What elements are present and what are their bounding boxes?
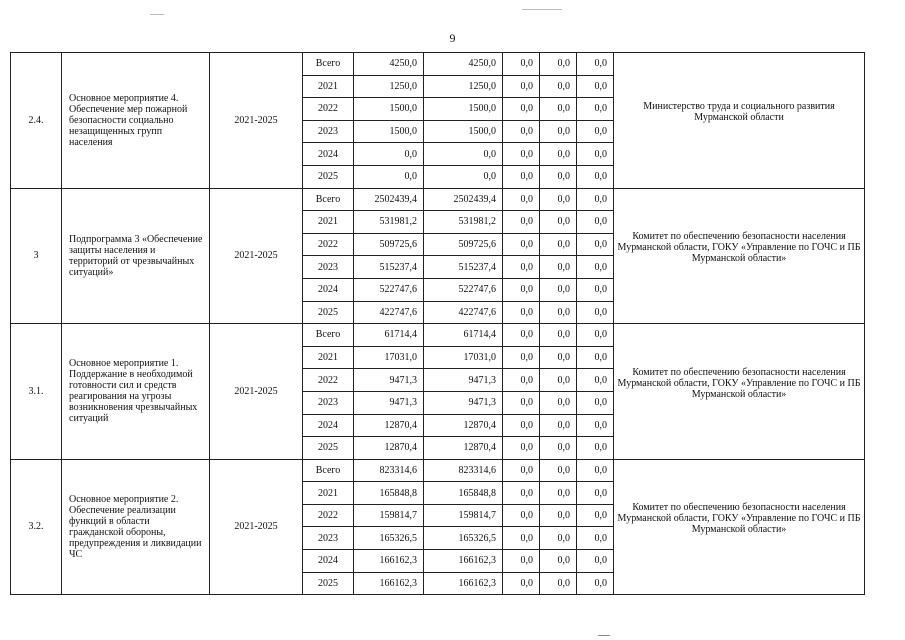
- value-cell: 0,0: [503, 165, 540, 188]
- value-cell: 0,0: [540, 391, 577, 414]
- value-cell: 0,0: [503, 120, 540, 143]
- year-cell: Всего: [303, 459, 354, 482]
- value-cell: 0,0: [540, 369, 577, 392]
- regional-budget-cell: 9471,3: [424, 369, 503, 392]
- total-cell: 61714,4: [354, 324, 424, 347]
- value-cell: 0,0: [503, 572, 540, 595]
- total-cell: 1500,0: [354, 120, 424, 143]
- value-cell: 0,0: [577, 324, 614, 347]
- scan-speck: [598, 635, 610, 636]
- regional-budget-cell: 166162,3: [424, 572, 503, 595]
- value-cell: 0,0: [540, 437, 577, 460]
- value-cell: 0,0: [577, 437, 614, 460]
- value-cell: 0,0: [503, 437, 540, 460]
- total-cell: 9471,3: [354, 369, 424, 392]
- year-cell: 2025: [303, 165, 354, 188]
- regional-budget-cell: 0,0: [424, 143, 503, 166]
- year-cell: 2023: [303, 256, 354, 279]
- total-cell: 823314,6: [354, 459, 424, 482]
- table-row: [11, 188, 865, 211]
- value-cell: 0,0: [577, 75, 614, 98]
- table-row: [11, 53, 865, 76]
- measure-name: Основное мероприятие 1. Поддержание в необходимой готовности сил и средств реагирования на угрозы возникновения чрезвычайных ситуаций: [62, 324, 210, 460]
- value-cell: 0,0: [503, 98, 540, 121]
- value-cell: 0,0: [577, 278, 614, 301]
- value-cell: 0,0: [503, 278, 540, 301]
- value-cell: 0,0: [503, 324, 540, 347]
- value-cell: 0,0: [503, 414, 540, 437]
- period: 2021-2025: [210, 188, 303, 324]
- total-cell: 515237,4: [354, 256, 424, 279]
- page-number: 9: [449, 31, 456, 45]
- value-cell: 0,0: [503, 211, 540, 234]
- period: 2021-2025: [210, 53, 303, 189]
- executor-text: Комитет по обеспечению безопасности населения Мурманской области, ГОКУ «Управление по ГОЧС и ПБ Мурманской области»: [617, 231, 861, 265]
- year-cell: 2023: [303, 527, 354, 550]
- year-cell: 2022: [303, 504, 354, 527]
- year-cell: 2024: [303, 550, 354, 573]
- value-cell: 0,0: [577, 53, 614, 76]
- value-cell: 0,0: [540, 414, 577, 437]
- value-cell: 0,0: [540, 482, 577, 505]
- value-cell: 0,0: [503, 75, 540, 98]
- measure-name: Подпрограмма 3 «Обеспечение защиты населения и территорий от чрезвычайных ситуаций»: [62, 188, 210, 324]
- value-cell: 0,0: [540, 256, 577, 279]
- value-cell: 0,0: [577, 459, 614, 482]
- regional-budget-cell: 61714,4: [424, 324, 503, 347]
- value-cell: 0,0: [577, 98, 614, 121]
- year-cell: Всего: [303, 53, 354, 76]
- value-cell: 0,0: [503, 482, 540, 505]
- regional-budget-cell: 509725,6: [424, 233, 503, 256]
- year-cell: 2022: [303, 369, 354, 392]
- year-cell: 2021: [303, 211, 354, 234]
- value-cell: 0,0: [503, 391, 540, 414]
- value-cell: 0,0: [503, 459, 540, 482]
- regional-budget-cell: 1500,0: [424, 98, 503, 121]
- value-cell: 0,0: [540, 75, 577, 98]
- value-cell: 0,0: [540, 301, 577, 324]
- regional-budget-cell: 9471,3: [424, 391, 503, 414]
- total-cell: 4250,0: [354, 53, 424, 76]
- section-number: 3.1.: [11, 324, 62, 460]
- total-cell: 531981,2: [354, 211, 424, 234]
- regional-budget-cell: 159814,7: [424, 504, 503, 527]
- regional-budget-cell: 165326,5: [424, 527, 503, 550]
- year-cell: 2024: [303, 414, 354, 437]
- value-cell: 0,0: [503, 256, 540, 279]
- section-number: 3.2.: [11, 459, 62, 595]
- value-cell: 0,0: [577, 188, 614, 211]
- regional-budget-cell: 422747,6: [424, 301, 503, 324]
- total-cell: 165848,8: [354, 482, 424, 505]
- year-cell: 2023: [303, 391, 354, 414]
- executor-text: Министерство труда и социального развития Мурманской области: [643, 101, 835, 124]
- value-cell: 0,0: [577, 301, 614, 324]
- value-cell: 0,0: [577, 482, 614, 505]
- executor-cell: [614, 53, 865, 189]
- value-cell: 0,0: [540, 550, 577, 573]
- regional-budget-cell: 4250,0: [424, 53, 503, 76]
- value-cell: 0,0: [503, 369, 540, 392]
- total-cell: 2502439,4: [354, 188, 424, 211]
- table-row: [11, 459, 865, 482]
- total-cell: 159814,7: [354, 504, 424, 527]
- regional-budget-cell: 12870,4: [424, 414, 503, 437]
- value-cell: 0,0: [540, 233, 577, 256]
- value-cell: 0,0: [577, 369, 614, 392]
- year-cell: 2021: [303, 346, 354, 369]
- executor-text: Комитет по обеспечению безопасности населения Мурманской области, ГОКУ «Управление по ГОЧС и ПБ Мурманской области»: [617, 366, 861, 400]
- regional-budget-cell: 166162,3: [424, 550, 503, 573]
- year-cell: 2021: [303, 482, 354, 505]
- year-cell: 2025: [303, 572, 354, 595]
- total-cell: 1250,0: [354, 75, 424, 98]
- total-cell: 509725,6: [354, 233, 424, 256]
- total-cell: 166162,3: [354, 572, 424, 595]
- value-cell: 0,0: [503, 301, 540, 324]
- value-cell: 0,0: [577, 527, 614, 550]
- total-cell: 422747,6: [354, 301, 424, 324]
- period: 2021-2025: [210, 324, 303, 460]
- executor-cell: [614, 188, 865, 324]
- measure-name: Основное мероприятие 2. Обеспечение реализации функций в области гражданской обороны, предупреждения и ликвидации ЧС: [62, 459, 210, 595]
- regional-budget-cell: 17031,0: [424, 346, 503, 369]
- executor-cell: [614, 324, 865, 460]
- total-cell: 1500,0: [354, 98, 424, 121]
- value-cell: 0,0: [503, 550, 540, 573]
- value-cell: 0,0: [503, 143, 540, 166]
- total-cell: 12870,4: [354, 414, 424, 437]
- value-cell: 0,0: [540, 278, 577, 301]
- value-cell: 0,0: [577, 256, 614, 279]
- year-cell: 2025: [303, 301, 354, 324]
- year-cell: 2025: [303, 437, 354, 460]
- value-cell: 0,0: [540, 572, 577, 595]
- value-cell: 0,0: [503, 527, 540, 550]
- table-body: [11, 53, 865, 595]
- year-cell: 2022: [303, 98, 354, 121]
- value-cell: 0,0: [540, 188, 577, 211]
- scan-speck: [150, 14, 164, 15]
- year-cell: Всего: [303, 188, 354, 211]
- measure-name: Основное мероприятие 4. Обеспечение мер пожарной безопасности социально незащищенных групп населения: [62, 53, 210, 189]
- regional-budget-cell: 2502439,4: [424, 188, 503, 211]
- scan-speck: [522, 9, 562, 10]
- total-cell: 12870,4: [354, 437, 424, 460]
- period: 2021-2025: [210, 459, 303, 595]
- value-cell: 0,0: [577, 414, 614, 437]
- value-cell: 0,0: [540, 143, 577, 166]
- section-number: 2.4.: [11, 53, 62, 189]
- value-cell: 0,0: [503, 346, 540, 369]
- value-cell: 0,0: [540, 120, 577, 143]
- executor-text: Комитет по обеспечению безопасности населения Мурманской области, ГОКУ «Управление по ГОЧС и ПБ Мурманской области»: [617, 502, 861, 536]
- regional-budget-cell: 1500,0: [424, 120, 503, 143]
- total-cell: 17031,0: [354, 346, 424, 369]
- regional-budget-cell: 165848,8: [424, 482, 503, 505]
- value-cell: 0,0: [503, 188, 540, 211]
- value-cell: 0,0: [577, 572, 614, 595]
- value-cell: 0,0: [540, 504, 577, 527]
- value-cell: 0,0: [540, 165, 577, 188]
- year-cell: 2021: [303, 75, 354, 98]
- value-cell: 0,0: [577, 165, 614, 188]
- regional-budget-cell: 522747,6: [424, 278, 503, 301]
- value-cell: 0,0: [540, 459, 577, 482]
- total-cell: 0,0: [354, 165, 424, 188]
- total-cell: 9471,3: [354, 391, 424, 414]
- total-cell: 166162,3: [354, 550, 424, 573]
- regional-budget-cell: 515237,4: [424, 256, 503, 279]
- value-cell: 0,0: [577, 233, 614, 256]
- year-cell: 2024: [303, 278, 354, 301]
- total-cell: 0,0: [354, 143, 424, 166]
- value-cell: 0,0: [540, 527, 577, 550]
- budget-table: [10, 52, 865, 595]
- value-cell: 0,0: [577, 346, 614, 369]
- executor-cell: [614, 459, 865, 595]
- value-cell: 0,0: [540, 346, 577, 369]
- value-cell: 0,0: [503, 53, 540, 76]
- year-cell: 2023: [303, 120, 354, 143]
- value-cell: 0,0: [540, 98, 577, 121]
- value-cell: 0,0: [577, 391, 614, 414]
- regional-budget-cell: 0,0: [424, 165, 503, 188]
- value-cell: 0,0: [540, 53, 577, 76]
- regional-budget-cell: 1250,0: [424, 75, 503, 98]
- total-cell: 522747,6: [354, 278, 424, 301]
- value-cell: 0,0: [577, 211, 614, 234]
- value-cell: 0,0: [503, 233, 540, 256]
- year-cell: Всего: [303, 324, 354, 347]
- value-cell: 0,0: [577, 504, 614, 527]
- regional-budget-cell: 531981,2: [424, 211, 503, 234]
- value-cell: 0,0: [540, 324, 577, 347]
- table-row: [11, 324, 865, 347]
- value-cell: 0,0: [503, 504, 540, 527]
- value-cell: 0,0: [577, 120, 614, 143]
- regional-budget-cell: 823314,6: [424, 459, 503, 482]
- value-cell: 0,0: [540, 211, 577, 234]
- section-number: 3: [11, 188, 62, 324]
- value-cell: 0,0: [577, 143, 614, 166]
- year-cell: 2022: [303, 233, 354, 256]
- year-cell: 2024: [303, 143, 354, 166]
- regional-budget-cell: 12870,4: [424, 437, 503, 460]
- total-cell: 165326,5: [354, 527, 424, 550]
- value-cell: 0,0: [577, 550, 614, 573]
